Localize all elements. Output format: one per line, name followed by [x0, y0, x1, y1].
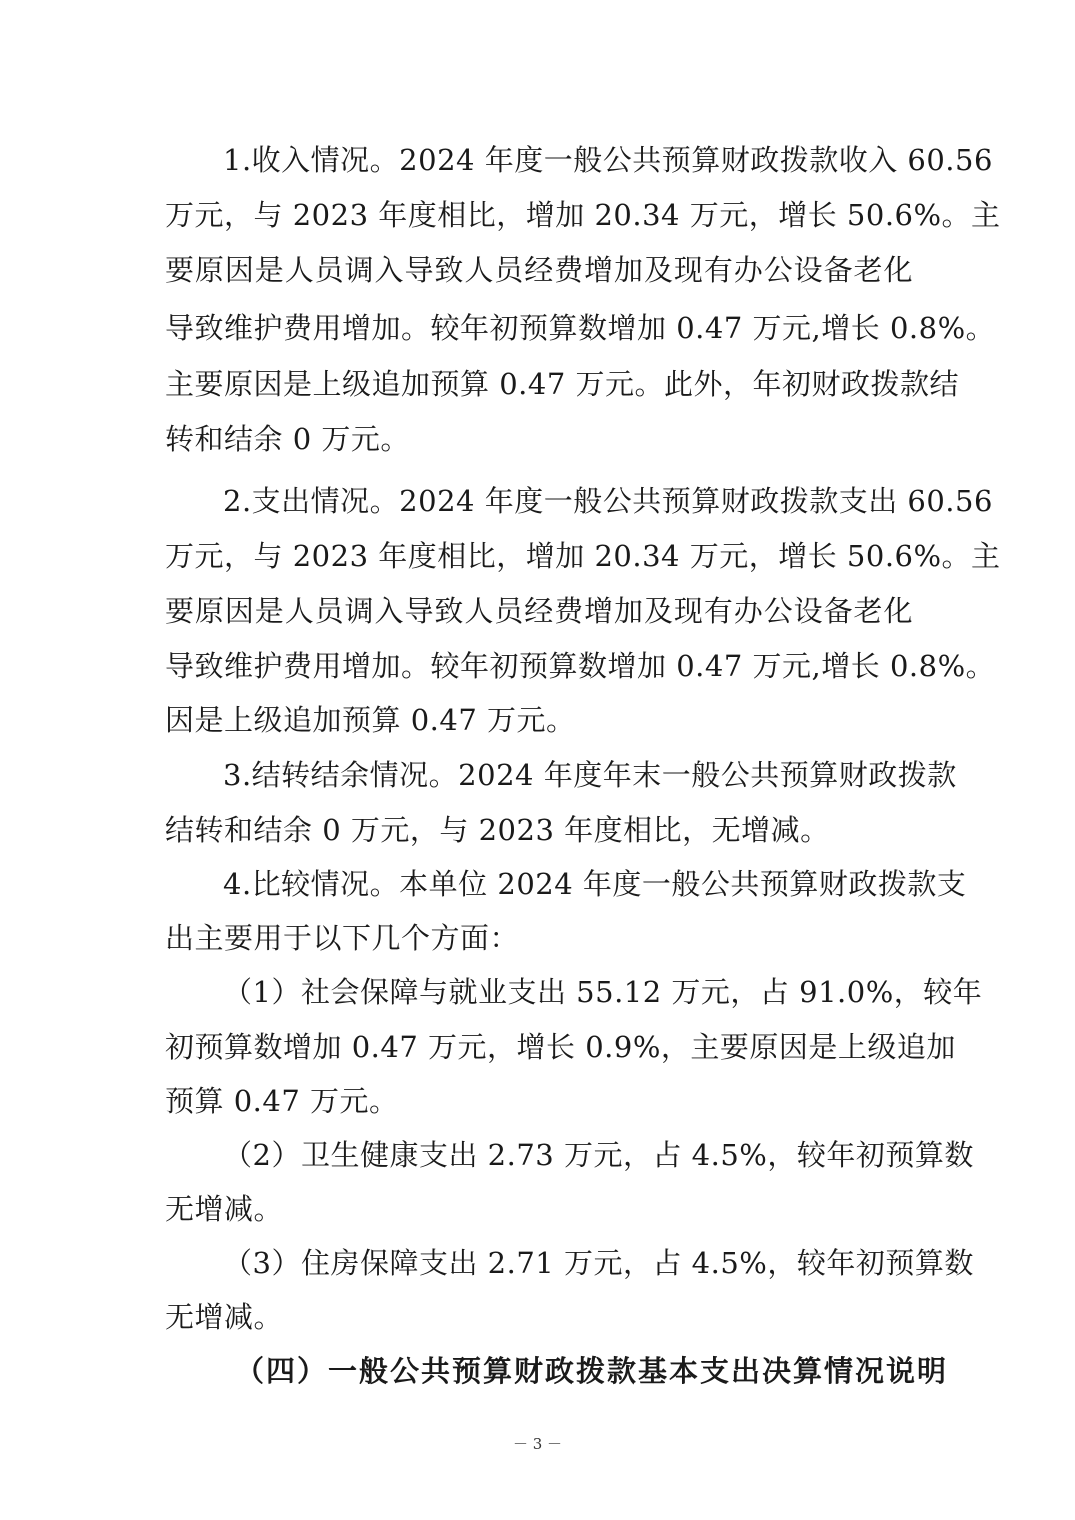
paragraph-3-line-2: 结转和结余 0 万元，与 2023 年度相比，无增减。 — [165, 813, 830, 847]
paragraph-4-line-2: 出主要用于以下几个方面： — [165, 921, 520, 955]
paragraph-2-line-4: 导致维护费用增加。较年初预算数增加 0.47 万元,增长 0.8%。 — [165, 649, 996, 683]
item-3-line-2: 无增减。 — [165, 1300, 284, 1334]
item-1-line-1: （1）社会保障与就业支出 55.12 万元，占 91.0%，较年 — [223, 975, 983, 1009]
item-1-line-2: 初预算数增加 0.47 万元，增长 0.9%，主要原因是上级追加 — [165, 1030, 956, 1064]
paragraph-1-line-4: 导致维护费用增加。较年初预算数增加 0.47 万元,增长 0.8%。 — [165, 311, 996, 345]
item-2-line-2: 无增减。 — [165, 1192, 284, 1226]
section-heading: （四）一般公共预算财政拨款基本支出决算情况说明 — [235, 1354, 949, 1388]
paragraph-3-line-1: 3.结转结余情况。2024 年度年末一般公共预算财政拨款 — [223, 758, 957, 792]
paragraph-2-line-1: 2.支出情况。2024 年度一般公共预算财政拨款支出 60.56 — [223, 484, 993, 518]
paragraph-4-line-1: 4.比较情况。本单位 2024 年度一般公共预算财政拨款支 — [223, 867, 967, 901]
paragraph-1-line-6: 转和结余 0 万元。 — [165, 422, 410, 456]
paragraph-2-line-2: 万元，与 2023 年度相比，增加 20.34 万元，增长 50.6%。主 — [165, 539, 1001, 573]
paragraph-1-line-5: 主要原因是上级追加预算 0.47 万元。此外，年初财政拨款结 — [165, 367, 960, 401]
paragraph-1-line-3: 要原因是人员调入导致人员经费增加及现有办公设备老化 — [165, 253, 913, 287]
page-number: － 3 － — [512, 1435, 563, 1453]
item-1-line-3: 预算 0.47 万元。 — [165, 1084, 399, 1118]
paragraph-1-line-2: 万元，与 2023 年度相比，增加 20.34 万元，增长 50.6%。主 — [165, 198, 1001, 232]
paragraph-2-line-3: 要原因是人员调入导致人员经费增加及现有办公设备老化 — [165, 594, 913, 628]
paragraph-1-line-1: 1.收入情况。2024 年度一般公共预算财政拨款收入 60.56 — [223, 143, 993, 177]
item-3-line-1: （3）住房保障支出 2.71 万元，占 4.5%，较年初预算数 — [223, 1246, 974, 1280]
paragraph-2-line-5: 因是上级追加预算 0.47 万元。 — [165, 703, 576, 737]
item-2-line-1: （2）卫生健康支出 2.73 万元，占 4.5%，较年初预算数 — [223, 1138, 974, 1172]
